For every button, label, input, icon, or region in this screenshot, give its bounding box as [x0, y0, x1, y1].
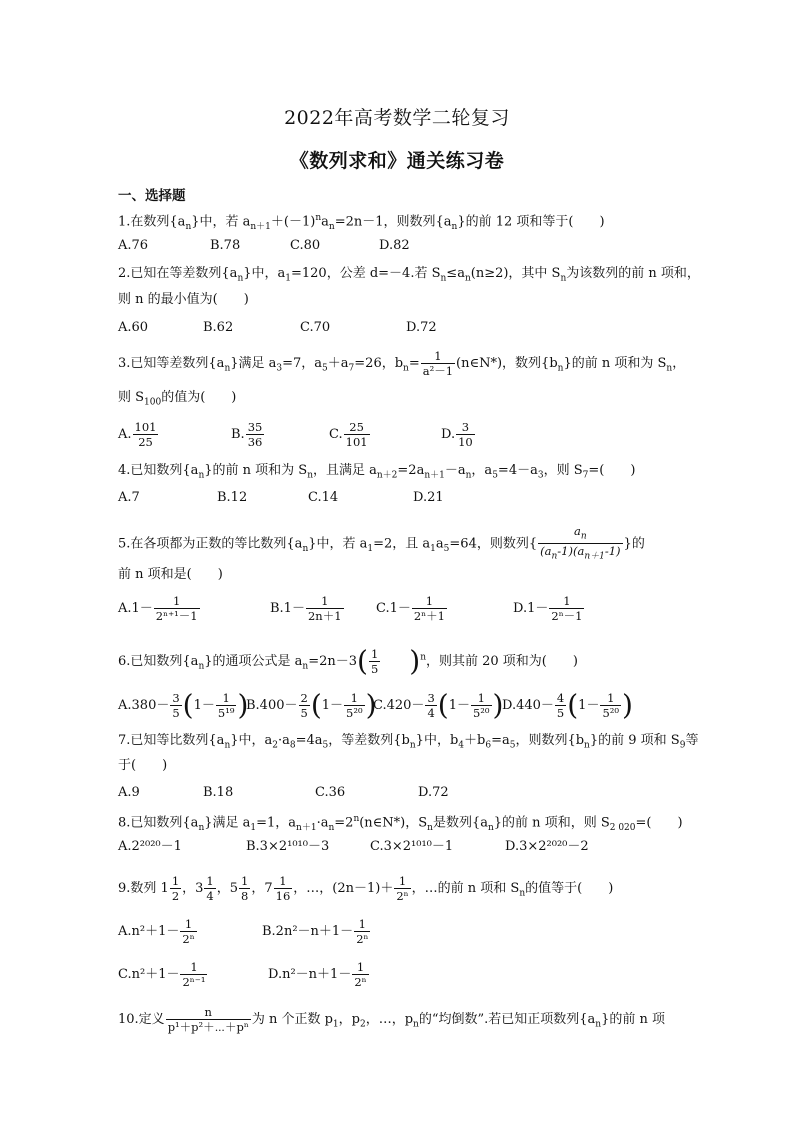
q10-fraction: $\frac{n}{\text{p¹＋p²＋⋯＋pⁿ}}$ — [167, 1005, 249, 1034]
question-8: 8.已知数列$\{a_n\}$满足 $a_1=1$，$a_{n+1}\cdot a_n=2^n(n\in N*)$，$S_n$是数列$\{a_n\}$的前 n 项和，则 $S_{2 020}=$( ) — [118, 814, 683, 833]
question-5-line-2: 前 n 项和是( ) — [118, 567, 223, 582]
question-3-line-2: 则 $S_{100}$的值为( ) — [118, 390, 237, 408]
q2-option-a: A.60 — [118, 320, 149, 335]
question-7-line-2: 于( ) — [118, 758, 168, 773]
q8-option-b: B.3×2¹⁰¹⁰－3 — [246, 839, 330, 854]
q5-option-d: D.1－ $\frac{1}{\text{2ⁿ－1}}$ — [513, 594, 583, 623]
page-subtitle: 《数列求和》通关练习卷 — [289, 150, 505, 172]
q7-option-d: D.72 — [418, 785, 449, 800]
question-5-line-1: 5.在各项都为正数的等比数列$\{a_n\}$中，若 $a_1=2$，且 $a_1a_5=64$，则数列{ $\frac{a_n}{(a_n-1)(a_{n+1}-1)}$ }的 — [118, 524, 645, 562]
q7-option-a: A.9 — [118, 785, 140, 800]
question-2-line-2: 则 n 的最小值为( ) — [118, 292, 249, 307]
q1-option-c: C.80 — [290, 238, 321, 253]
q3-fraction: $\frac{1}{\text{a²－1}}$ — [422, 349, 454, 378]
q4-option-b: B.12 — [217, 490, 248, 505]
q6-option-a: A.380－ $\frac{3}{5}$ (1－ $\frac{1}{\text{5¹⁹}}$ ) — [118, 688, 249, 722]
q3-option-b: B. $\frac{35}{36}$ — [231, 420, 263, 449]
q4-option-c: C.14 — [308, 490, 339, 505]
q6-option-c: C.420－ $\frac{3}{4}$ (1－ $\frac{1}{\text{5²⁰}}$ ) — [373, 688, 504, 722]
q1-option-a: A.76 — [118, 238, 149, 253]
q1-option-b: B.78 — [210, 238, 241, 253]
q7-option-b: B.18 — [203, 785, 234, 800]
question-1: 1.在数列$\{a_n\}$中，若 $a_{n+1}+(-1)^na_n=2n-1$，则数列$\{a_n\}$的前 12 项和等于( ) — [118, 213, 605, 232]
q9-option-d: D.n²－n＋1－ $\frac{1}{\text{2ⁿ}}$ — [268, 960, 367, 989]
q5-fraction: $\frac{a_n}{(a_n-1)(a_{n+1}-1)}$ — [540, 524, 621, 562]
q2-option-d: D.72 — [406, 320, 437, 335]
q4-option-a: A.7 — [118, 490, 140, 505]
q5-option-b: B.1－ $\frac{1}{2n+1}$ — [270, 594, 342, 623]
q6-option-d: D.440－ $\frac{4}{5}$ (1－ $\frac{1}{\text{5²⁰}}$ ) — [502, 688, 633, 722]
q2-option-c: C.70 — [300, 320, 331, 335]
q9-option-c: C.n²＋1－ $\frac{1}{\text{2ⁿ⁻¹}}$ — [118, 960, 206, 989]
q3-option-d: D. $\frac{3}{10}$ — [441, 420, 473, 449]
q2-option-b: B.62 — [203, 320, 234, 335]
q9-option-a: A.n²＋1－ $\frac{1}{\text{2ⁿ}}$ — [118, 917, 195, 946]
q5-option-a: A.1－ $\frac{1}{\text{2ⁿ⁺¹－1}}$ — [118, 594, 198, 623]
q8-option-c: C.3×2¹⁰¹⁰－1 — [370, 839, 454, 854]
question-2-line-1: 2.已知在等差数列$\{a_n\}$中，$a_1=120$，公差 d=－4.若 $S_n\le a_n(n\ge 2)$，其中 $S_n$为该数列的前 n 项和， — [118, 266, 700, 284]
section-heading: 一、选择题 — [118, 188, 186, 204]
q8-option-d: D.3×2²⁰²⁰－2 — [505, 839, 589, 854]
question-3-line-1: 3.已知等差数列$\{a_n\}$满足 $a_3=7$，$a_5+a_7=26$，$b_n=$ $\frac{1}{\text{a²－1}}$ (n∈N*)，数列$\{b_n\}$的前 n 项和为 $S_n$， — [118, 349, 686, 378]
page-title: 2022年高考数学二轮复习 — [284, 107, 510, 129]
q5-option-c: C.1－ $\frac{1}{\text{2ⁿ＋1}}$ — [376, 594, 445, 623]
q3-option-c: C. $\frac{25}{101}$ — [329, 420, 368, 449]
question-7-line-1: 7.已知等比数列$\{a_n\}$中，$a_2\cdot a_8=4a_5$，等差数列$\{b_n\}$中，$b_4+b_6=a_5$，则数列$\{b_n\}$的前 9 项和 $S_9$等 — [118, 733, 699, 751]
q7-option-c: C.36 — [315, 785, 346, 800]
q3-option-a: A. $\frac{101}{25}$ — [118, 420, 157, 449]
question-4: 4.已知数列$\{a_n\}$的前 n 项和为 $S_n$，且满足 $a_{n+2}=2a_{n+1}-a_n$，$a_5=4-a_3$，则 $S_7=$( ) — [118, 463, 636, 481]
question-6: 6.已知数列$\{a_n\}$的通项公式是 $a_n=2n-3$( $\frac{1}{5}$ )$^n$，则其前 20 项和为( ) — [118, 644, 578, 678]
q4-option-d: D.21 — [413, 490, 444, 505]
question-10: 10.定义 $\frac{n}{\text{p¹＋p²＋⋯＋pⁿ}}$ 为 n 个正数 $p_1$，$p_2$，…，$p_n$的“均倒数”.若已知正项数列$\{a_n\}$的前 n 项 — [118, 1005, 666, 1034]
q9-option-b: B.2n²－n＋1－ $\frac{1}{\text{2ⁿ}}$ — [262, 917, 369, 946]
q1-option-d: D.82 — [379, 238, 410, 253]
q8-option-a: A.2²⁰²⁰－1 — [118, 839, 182, 854]
q6-option-b: B.400－ $\frac{2}{5}$ (1－ $\frac{1}{\text{5²⁰}}$ ) — [246, 688, 377, 722]
question-9: 9.数列 1 $\frac{1}{2}$ ，3 $\frac{1}{4}$ ，5 $\frac{1}{8}$ ，7 $\frac{1}{16}$ ，…，(2n－1)＋ $\frac{1}{\text{2ⁿ}}$ ，…的前 n 项和 $S_n$的值等于( ) — [118, 874, 614, 903]
